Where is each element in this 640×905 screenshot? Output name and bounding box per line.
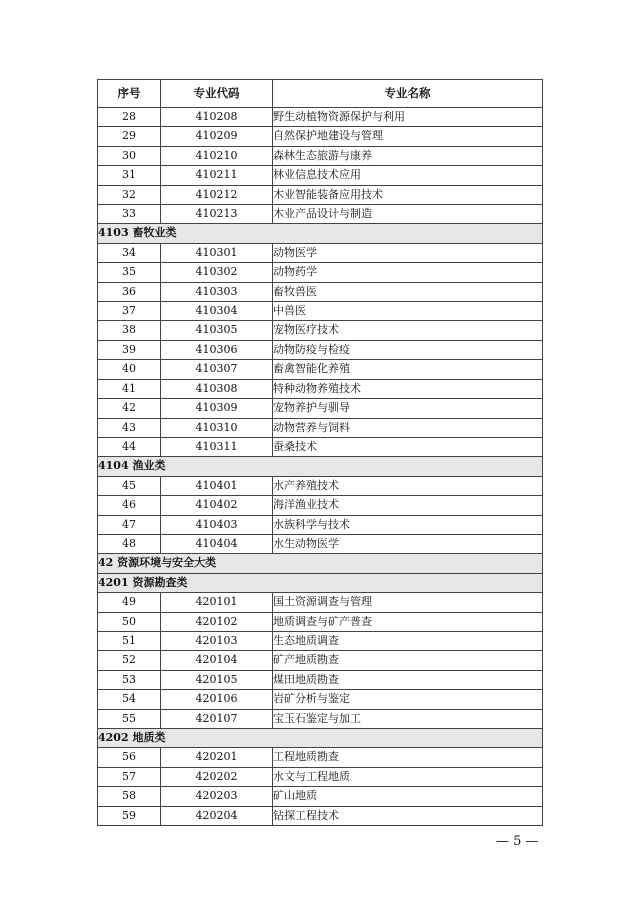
code-cell: 410308 — [161, 379, 273, 398]
seq-cell: 59 — [98, 806, 161, 825]
table-row — [98, 243, 543, 262]
code-cell: 420103 — [161, 631, 273, 650]
name-cell: 煤田地质勘查 — [273, 670, 543, 689]
name-cell: 钻探工程技术 — [273, 806, 543, 825]
name-cell: 木业智能装备应用技术 — [273, 185, 543, 204]
table-row — [98, 146, 543, 165]
code-cell: 410211 — [161, 166, 273, 185]
name-cell: 蚕桑技术 — [273, 437, 543, 456]
seq-cell: 56 — [98, 748, 161, 767]
seq-cell: 46 — [98, 496, 161, 515]
table-row — [98, 437, 543, 456]
code-cell: 410402 — [161, 496, 273, 515]
code-cell: 410209 — [161, 127, 273, 146]
major-catalog-table — [97, 79, 543, 826]
table-row — [98, 631, 543, 650]
header-seq: 序号 — [98, 80, 161, 108]
header-name: 专业名称 — [273, 80, 543, 108]
table-row — [98, 166, 543, 185]
name-cell: 地质调查与矿产普查 — [273, 612, 543, 631]
code-cell: 410310 — [161, 418, 273, 437]
table-row — [98, 496, 543, 515]
seq-cell: 30 — [98, 146, 161, 165]
name-cell: 畜禽智能化养殖 — [273, 360, 543, 379]
name-cell: 自然保护地建设与管理 — [273, 127, 543, 146]
table-row — [98, 340, 543, 359]
table-row — [98, 593, 543, 612]
seq-cell: 44 — [98, 437, 161, 456]
seq-cell: 54 — [98, 690, 161, 709]
code-cell: 410311 — [161, 437, 273, 456]
table-row — [98, 534, 543, 553]
name-cell: 水产养殖技术 — [273, 476, 543, 495]
seq-cell: 32 — [98, 185, 161, 204]
seq-cell: 31 — [98, 166, 161, 185]
table-row — [98, 399, 543, 418]
category-label: 4201 资源勘查类 — [98, 573, 543, 592]
code-cell: 410404 — [161, 534, 273, 553]
seq-cell: 58 — [98, 787, 161, 806]
code-cell: 420203 — [161, 787, 273, 806]
code-cell: 410403 — [161, 515, 273, 534]
seq-cell: 53 — [98, 670, 161, 689]
name-cell: 动物药学 — [273, 263, 543, 282]
table-row — [98, 282, 543, 301]
code-cell: 420201 — [161, 748, 273, 767]
name-cell: 国土资源调查与管理 — [273, 593, 543, 612]
code-cell: 410208 — [161, 108, 273, 127]
name-cell: 动物防疫与检疫 — [273, 340, 543, 359]
table-row — [98, 127, 543, 146]
seq-cell: 51 — [98, 631, 161, 650]
seq-cell: 38 — [98, 321, 161, 340]
code-cell: 410306 — [161, 340, 273, 359]
seq-cell: 57 — [98, 767, 161, 786]
seq-cell: 42 — [98, 399, 161, 418]
table-row — [98, 690, 543, 709]
category-row — [98, 573, 543, 592]
seq-cell: 29 — [98, 127, 161, 146]
table-row — [98, 379, 543, 398]
table-row — [98, 185, 543, 204]
table-row — [98, 748, 543, 767]
seq-cell: 34 — [98, 243, 161, 262]
seq-cell: 39 — [98, 340, 161, 359]
seq-cell: 41 — [98, 379, 161, 398]
name-cell: 木业产品设计与制造 — [273, 205, 543, 224]
code-cell: 410304 — [161, 302, 273, 321]
table-row — [98, 108, 543, 127]
category-row — [98, 224, 543, 243]
table-header-row — [98, 80, 543, 108]
seq-cell: 45 — [98, 476, 161, 495]
table-row — [98, 263, 543, 282]
code-cell: 410401 — [161, 476, 273, 495]
code-cell: 410307 — [161, 360, 273, 379]
page-number: — 5 — — [496, 834, 539, 849]
name-cell: 宠物养护与驯导 — [273, 399, 543, 418]
name-cell: 宠物医疗技术 — [273, 321, 543, 340]
name-cell: 矿山地质 — [273, 787, 543, 806]
major-category-label: 42 资源环境与安全大类 — [98, 554, 543, 573]
table-row — [98, 205, 543, 224]
table-row — [98, 321, 543, 340]
name-cell: 岩矿分析与鉴定 — [273, 690, 543, 709]
name-cell: 中兽医 — [273, 302, 543, 321]
table-row — [98, 787, 543, 806]
table-row — [98, 806, 543, 825]
table-row — [98, 709, 543, 728]
code-cell: 410305 — [161, 321, 273, 340]
code-cell: 420104 — [161, 651, 273, 670]
header-code: 专业代码 — [161, 80, 273, 108]
seq-cell: 43 — [98, 418, 161, 437]
name-cell: 工程地质勘查 — [273, 748, 543, 767]
table-row — [98, 476, 543, 495]
seq-cell: 52 — [98, 651, 161, 670]
seq-cell: 36 — [98, 282, 161, 301]
category-row — [98, 729, 543, 748]
category-row — [98, 457, 543, 476]
category-label: 4202 地质类 — [98, 729, 543, 748]
code-cell: 420202 — [161, 767, 273, 786]
name-cell: 生态地质调查 — [273, 631, 543, 650]
code-cell: 410212 — [161, 185, 273, 204]
major-category-row — [98, 554, 543, 573]
code-cell: 410213 — [161, 205, 273, 224]
table-row — [98, 651, 543, 670]
code-cell: 410309 — [161, 399, 273, 418]
seq-cell: 40 — [98, 360, 161, 379]
name-cell: 森林生态旅游与康养 — [273, 146, 543, 165]
name-cell: 水族科学与技术 — [273, 515, 543, 534]
name-cell: 动物营养与饲料 — [273, 418, 543, 437]
code-cell: 420204 — [161, 806, 273, 825]
code-cell: 420105 — [161, 670, 273, 689]
table-row — [98, 670, 543, 689]
seq-cell: 48 — [98, 534, 161, 553]
seq-cell: 33 — [98, 205, 161, 224]
code-cell: 410301 — [161, 243, 273, 262]
category-label: 4104 渔业类 — [98, 457, 543, 476]
code-cell: 420106 — [161, 690, 273, 709]
code-cell: 410303 — [161, 282, 273, 301]
name-cell: 海洋渔业技术 — [273, 496, 543, 515]
name-cell: 动物医学 — [273, 243, 543, 262]
seq-cell: 35 — [98, 263, 161, 282]
name-cell: 林业信息技术应用 — [273, 166, 543, 185]
seq-cell: 37 — [98, 302, 161, 321]
name-cell: 矿产地质勘查 — [273, 651, 543, 670]
table-row — [98, 360, 543, 379]
seq-cell: 49 — [98, 593, 161, 612]
code-cell: 410302 — [161, 263, 273, 282]
seq-cell: 47 — [98, 515, 161, 534]
name-cell: 畜牧兽医 — [273, 282, 543, 301]
category-label: 4103 畜牧业类 — [98, 224, 543, 243]
name-cell: 宝玉石鉴定与加工 — [273, 709, 543, 728]
name-cell: 特种动物养殖技术 — [273, 379, 543, 398]
code-cell: 420101 — [161, 593, 273, 612]
seq-cell: 55 — [98, 709, 161, 728]
code-cell: 420102 — [161, 612, 273, 631]
table-row — [98, 767, 543, 786]
table-row — [98, 612, 543, 631]
name-cell: 水生动物医学 — [273, 534, 543, 553]
seq-cell: 50 — [98, 612, 161, 631]
name-cell: 水文与工程地质 — [273, 767, 543, 786]
name-cell: 野生动植物资源保护与利用 — [273, 108, 543, 127]
table-row — [98, 515, 543, 534]
table-row — [98, 302, 543, 321]
table-body — [98, 108, 543, 826]
code-cell: 420107 — [161, 709, 273, 728]
table-row — [98, 418, 543, 437]
seq-cell: 28 — [98, 108, 161, 127]
code-cell: 410210 — [161, 146, 273, 165]
